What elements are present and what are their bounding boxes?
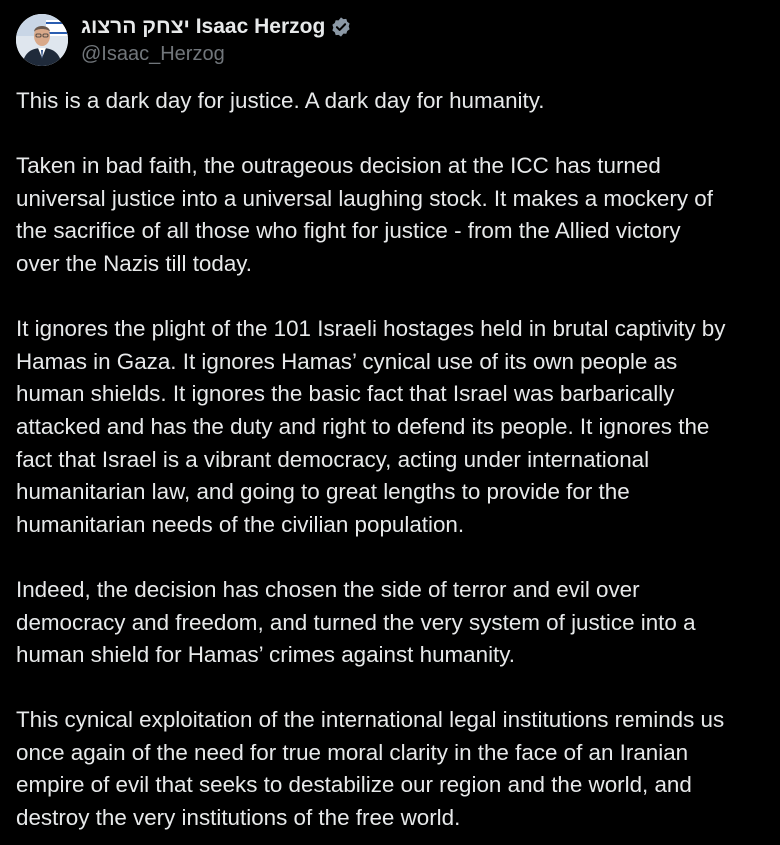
display-name[interactable]: יצחק הרצוג Isaac Herzog (81, 14, 326, 38)
tweet-paragraph: It ignores the plight of the 101 Israeli hostages held in brutal captivity by Hamas in Gaza. It ignores Hamas’ cynical use of its own people as human shields. It ignores the basic fact that Israel was barbarically attacked and has the duty and right to defend its people. It ignores the fact that Israel is a vibrant democracy, acting under international humanitarian law, and going to great lengths to provide for the humanitarian needs of the civilian population. (16, 316, 726, 537)
tweet-paragraph: Taken in bad faith, the outrageous decision at the ICC has turned universal justice into a universal laughing stock. It makes a mockery of the sacrifice of all those who fight for justice - from the Allied victory over the Nazis till today. (16, 153, 713, 276)
tweet-text (16, 85, 780, 845)
verified-badge-icon (330, 16, 352, 38)
avatar-image (16, 14, 68, 66)
handle[interactable]: @Isaac_Herzog (81, 42, 225, 65)
tweet-paragraph: Indeed, the decision has chosen the side of terror and evil over democracy and freedom, and turned the very system of justice into a human shield for Hamas’ crimes against humanity. (16, 576, 696, 668)
tweet-paragraph: This cynical exploitation of the international legal institutions reminds us once again of the need for true moral clarity in the face of an Iranian empire of evil that seeks to destabilize our region and the world, and destroy the very institutions of the free world. (16, 707, 725, 831)
author-block (81, 15, 352, 66)
avatar[interactable] (16, 14, 68, 66)
name-row (81, 15, 352, 39)
tweet-header (16, 13, 352, 67)
tweet-paragraph: This is a dark day for justice. A dark day for humanity. (16, 88, 545, 113)
